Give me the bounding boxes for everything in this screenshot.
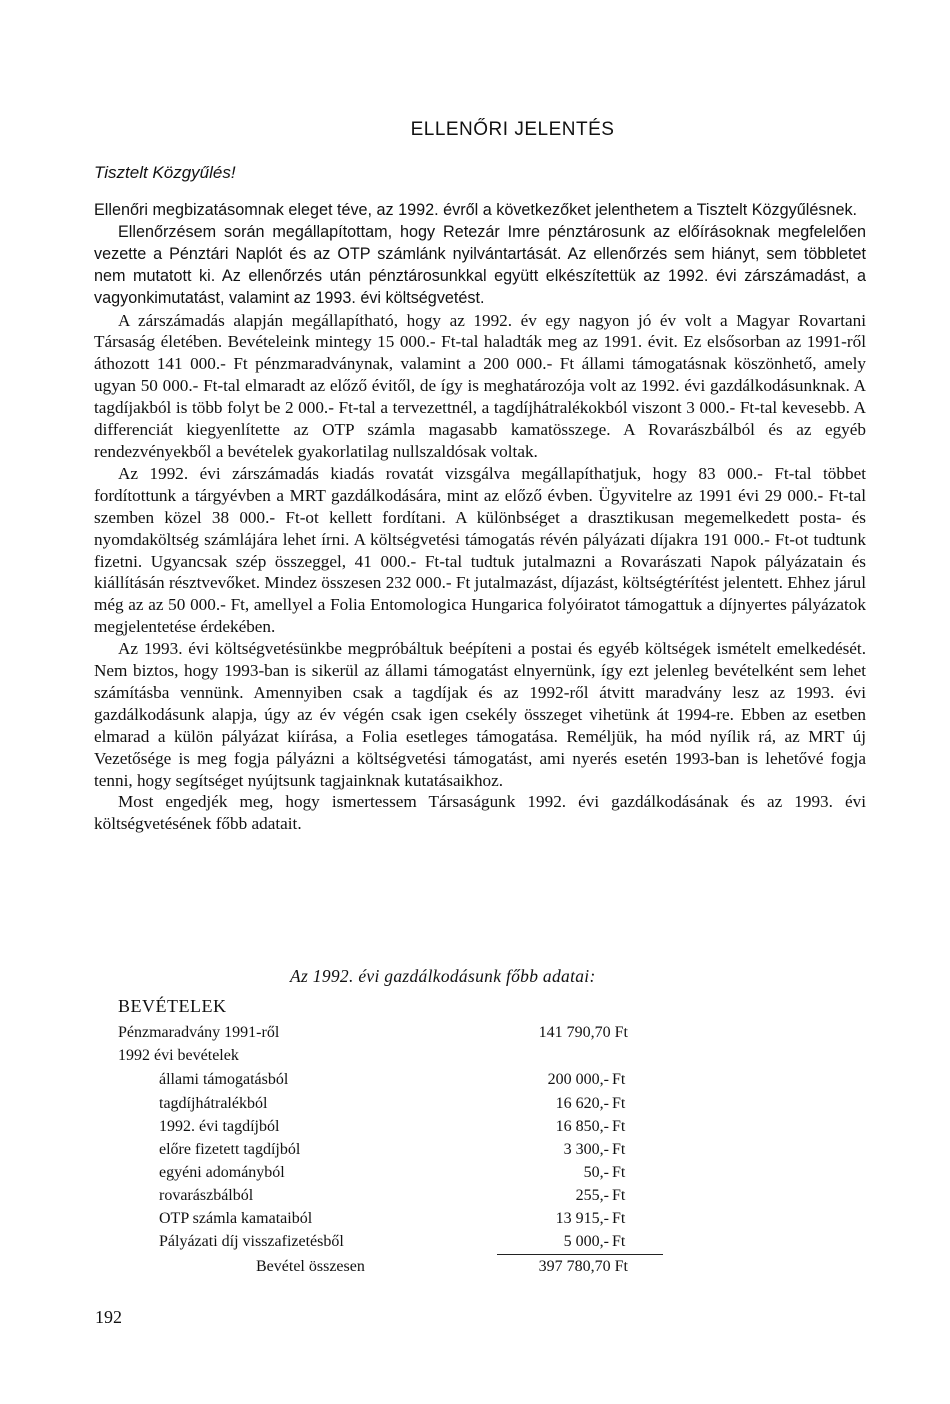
page-number: 192 — [95, 1307, 122, 1327]
row-label: Pénzmaradvány 1991-ről — [118, 1024, 280, 1041]
income-row — [0, 1233, 950, 1257]
row-currency: Ft — [612, 1071, 626, 1088]
row-currency: Ft — [612, 1118, 626, 1135]
income-row — [0, 1141, 950, 1165]
row-label: rovarászbálból — [159, 1187, 254, 1204]
row-amount: 16 620,- — [555, 1095, 609, 1112]
row-amount: 200 000,- — [547, 1071, 609, 1088]
report-title: ELLENŐRI JELENTÉS — [410, 119, 615, 140]
greeting: Tisztelt Közgyűlés! — [94, 163, 236, 182]
income-row — [0, 1071, 950, 1095]
total-amount: 397 780,70 Ft — [538, 1258, 628, 1275]
table-subtitle: Az 1992. évi gazdálkodásunk főbb adatai: — [290, 966, 596, 986]
row-currency: Ft — [612, 1210, 626, 1227]
income-total-row — [0, 1258, 950, 1282]
paragraph: A zárszámadás alapján megállapítható, hogy az 1992. év egy nagyon jó év volt a Magyar Rovartani Társaság életében. Bevételeink mintegy 15 000.- Ft-tal haladták meg az 1991. évit. Ez elsősorban az 1991-ről áthozott 141 000.- Ft pénzmaradványnak, valamint a 200 000.- Ft állami támogatásnak köszönhető, amely ugyan 50 000.- Ft-tal elmaradt az előző évitől, de így is meghatározója volt az 1992. évi gazdálkodásunknak. A tagdíjakból is több folyt be 2 000.- Ft-tal a tervezettnél, a tagdíjhátralékokból viszont 3 000.- Ft-tal kevesebb. A differenciát kiegyenlítette az OTP számla magasabb kamatösszege. A Rovarászbálból és az egyéb rendezvényekből a bevételek gyakorlatilag nullszaldósak voltak. — [94, 310, 866, 461]
paragraph: Most engedjék meg, hogy ismertessem Társaságunk 1992. évi gazdálkodásának és az 1993. évi költségvetésének főbb adatait. — [94, 792, 866, 834]
income-row-carryover — [0, 1024, 950, 1048]
report-body — [94, 200, 866, 835]
paragraph: Ellenőrzésem során megállapítottam, hogy Retezár Imre pénztárosunk az előírásoknak megfelelően vezette a Pénztári Naplót és az OTP számlánk nyilvántartását. Az ellenőrzés sem hiányt, sem többletet nem mutatott ki. Az ellenőrzés után pénztárosunkkal együtt elkészítettük az 1992. évi zárszámadást, a vagyonkimutatást, valamint az 1993. évi költségvetést. — [94, 222, 866, 307]
paragraph: Az 1992. évi zárszámadás kiadás rovatát vizsgálva megállapíthatjuk, hogy 83 000.- Ft-tal többet fordítottunk a tárgyévben a MRT gazdálkodására, mint az előző évben. Ügyvitelre az 1991 évi 29 000.- Ft-tal szemben közel 38 000.- Ft-ot kellett fordítani. A különbséget a drasztikusan megemelkedett posta- és nyomdaköltség számlájára lehet írni. A költségvetési támogatás révén pályázati díjakra 191 000.- Ft-ot tudtunk fizetni. Ugyancsak szép összeggel, 41 000.- Ft-tal tudtuk jutalmazni a Rovarászati Napok pályázatain és kiállításán résztvevőket. Mindez összesen 232 000.- Ft jutalmazást, díjazást, költségtérítést jelentett. Ehhez járul még az az 50 000.- Ft, amellyel a Folia Entomologica Hungarica folyóiratot támogattuk a díjnyertes pályázatok megjelentetése érdekében. — [94, 463, 866, 637]
row-amount: 50,- — [583, 1164, 609, 1181]
row-amount: 3 300,- — [563, 1141, 609, 1158]
income-row — [0, 1164, 950, 1188]
row-amount: 13 915,- — [555, 1210, 609, 1227]
income-heading: BEVÉTELEK — [118, 996, 227, 1016]
row-label: tagdíjhátralékból — [159, 1095, 268, 1112]
sum-divider — [497, 1254, 663, 1255]
row-amount: 5 000,- — [563, 1233, 609, 1250]
row-amount: 16 850,- — [555, 1118, 609, 1135]
row-currency: Ft — [612, 1141, 626, 1158]
paragraph: Az 1993. évi költségvetésünkbe megpróbáltuk beépíteni a postai és egyéb költségek ismételt emelkedését. Nem biztos, hogy 1993-ban is sikerül az állami támogatást elnyernünk, így ezt jelenleg bevételként sem lehet számításba vennünk. Amennyiben csak a tagdíjak és az 1992-ről átvitt maradvány lesz az 1993. évi gazdálkodásunk alapja, úgy az év végén csak igen csekély összeget vihetünk át 1994-re. Ebben az esetben elmarad a külön pályázat kiírása, a Folia esetleges támogatása. Reméljük, ha mód nyílik rá, az MRT új Vezetősége is meg fogja pályázni a költségvetési támogatást, ami nyerés esetén 1993-ban is lehetővé fogja tenni, hogy segítséget nyújtsunk tagjainknak kutatásaikhoz. — [94, 639, 866, 790]
row-amount: 255,- — [575, 1187, 609, 1204]
row-label: előre fizetett tagdíjból — [159, 1141, 301, 1158]
income-group-label — [0, 1047, 950, 1071]
paragraph: Ellenőri megbizatásomnak eleget téve, az 1992. évről a következőket jelenthetem a Tisztelt Közgyűlésnek. — [94, 201, 858, 219]
row-currency: Ft — [612, 1187, 626, 1204]
row-currency: Ft — [612, 1164, 626, 1181]
row-currency: Ft — [612, 1095, 626, 1112]
row-label: 1992 évi bevételek — [118, 1047, 239, 1064]
row-currency: Ft — [612, 1233, 626, 1250]
total-label: Bevétel összesen — [256, 1258, 365, 1275]
row-label: Pályázati díj visszafizetésből — [159, 1233, 344, 1250]
income-row — [0, 1210, 950, 1234]
row-amount: 141 790,70 Ft — [538, 1024, 628, 1041]
income-row — [0, 1118, 950, 1142]
income-row — [0, 1095, 950, 1119]
row-label: egyéni adományból — [159, 1164, 285, 1181]
row-label: 1992. évi tagdíjból — [159, 1118, 280, 1135]
row-label: állami támogatásból — [159, 1071, 289, 1088]
row-label: OTP számla kamataiból — [159, 1210, 313, 1227]
income-row — [0, 1187, 950, 1211]
